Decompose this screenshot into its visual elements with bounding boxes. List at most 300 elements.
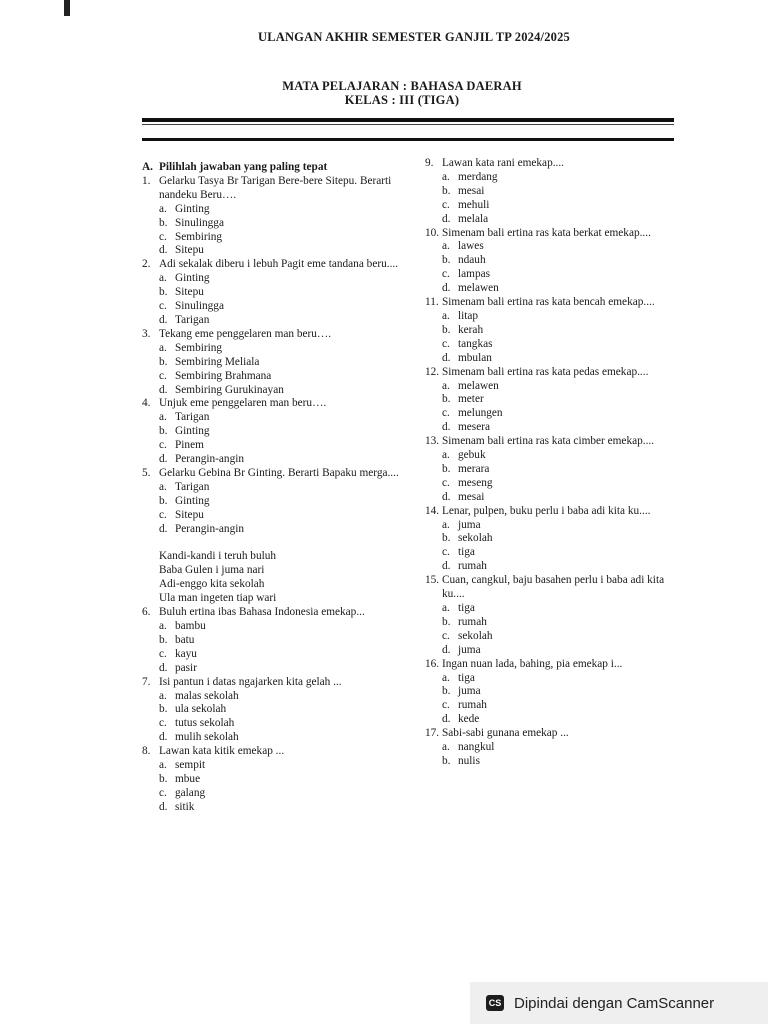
option-text: litap xyxy=(458,309,479,322)
question-number: 15. xyxy=(425,574,440,587)
option xyxy=(159,384,404,398)
question-stem xyxy=(142,676,404,690)
options-list xyxy=(425,240,687,296)
option xyxy=(442,616,687,630)
option-text: Perangin-angin xyxy=(175,522,245,535)
options-list xyxy=(142,342,404,398)
option-text: mesera xyxy=(458,421,490,434)
option-letter: b. xyxy=(442,184,451,197)
pantun-line: Adi-enggo kita sekolah xyxy=(159,578,265,591)
option-letter: c. xyxy=(442,198,450,211)
options-list xyxy=(142,203,404,259)
option-letter: d. xyxy=(159,453,168,466)
question-stem xyxy=(425,157,687,171)
option xyxy=(159,620,404,634)
option-text: malas sekolah xyxy=(175,689,239,702)
option xyxy=(159,356,404,370)
option-text: juma xyxy=(458,518,481,531)
option-letter: b. xyxy=(159,425,168,438)
option-text: Sembiring xyxy=(175,230,223,243)
option-letter: b. xyxy=(159,703,168,716)
option-letter: c. xyxy=(159,230,167,243)
option-text: galang xyxy=(175,786,206,799)
option xyxy=(442,741,687,755)
question xyxy=(142,676,404,746)
question-text: Unjuk eme penggelaren man beru…. xyxy=(159,397,327,410)
option xyxy=(442,546,687,560)
option-letter: a. xyxy=(442,309,450,322)
option-letter: d. xyxy=(159,383,168,396)
subject-title: MATA PELAJARAN : BAHASA DAERAH xyxy=(282,79,522,93)
exam-title: ULANGAN AKHIR SEMESTER GANJIL TP 2024/2025 xyxy=(257,30,571,44)
option-letter: a. xyxy=(442,240,450,253)
option xyxy=(159,411,404,425)
question-number: 5. xyxy=(142,466,151,479)
options-list xyxy=(425,602,687,658)
question xyxy=(142,328,404,398)
question-stem xyxy=(425,658,687,672)
option xyxy=(159,509,404,523)
option xyxy=(442,393,687,407)
question xyxy=(425,296,687,366)
option-text: melawen xyxy=(458,282,499,295)
option-letter: c. xyxy=(442,476,450,489)
option-text: batu xyxy=(175,633,195,646)
option xyxy=(442,310,687,324)
option-letter: b. xyxy=(442,254,451,267)
option-letter: d. xyxy=(159,800,168,813)
option-text: Sitepu xyxy=(175,244,204,257)
option xyxy=(442,672,687,686)
option-letter: b. xyxy=(159,494,168,507)
option-text: ula sekolah xyxy=(175,703,227,716)
option-letter: c. xyxy=(442,629,450,642)
option-text: bambu xyxy=(175,620,206,632)
question-number: 8. xyxy=(142,745,151,758)
question-stem xyxy=(142,397,404,411)
option-text: lampas xyxy=(458,268,490,281)
option-text: pasir xyxy=(175,661,197,674)
option-letter: a. xyxy=(442,170,450,183)
question-text: Simenam bali ertina ras kata pedas emekap.... xyxy=(442,365,649,378)
option xyxy=(159,662,404,676)
option-letter: a. xyxy=(442,449,450,462)
option-text: lawes xyxy=(458,240,484,253)
option xyxy=(442,491,687,505)
question-stem xyxy=(425,727,687,741)
question xyxy=(142,606,404,676)
option-text: sempit xyxy=(175,759,206,772)
question-list-right xyxy=(425,157,687,769)
option-letter: c. xyxy=(159,508,167,521)
option-text: ndauh xyxy=(458,254,486,267)
option xyxy=(442,685,687,699)
question-text: Lawan kata rani emekap.... xyxy=(442,157,565,169)
question-stem xyxy=(142,606,404,620)
question-number: 13. xyxy=(425,435,440,448)
option xyxy=(159,801,404,815)
option xyxy=(442,602,687,616)
options-list xyxy=(142,690,404,746)
camscanner-watermark xyxy=(470,982,768,1024)
watermark-text: Dipindai dengan CamScanner xyxy=(514,994,715,1012)
option-text: tiga xyxy=(458,671,475,684)
option-text: Sitepu xyxy=(175,286,204,299)
option-text: gebuk xyxy=(458,449,486,462)
question-number: 17. xyxy=(425,727,440,740)
option-letter: b. xyxy=(442,462,451,475)
question-text: Cuan, cangkul, baju basahen perlu i baba adi kita ku.... xyxy=(442,574,665,601)
option-letter: b. xyxy=(159,355,168,368)
option-letter: a. xyxy=(159,620,167,632)
option-text: melungen xyxy=(458,407,503,420)
option-text: kerah xyxy=(458,323,484,336)
option xyxy=(442,254,687,268)
option xyxy=(442,755,687,769)
option xyxy=(442,171,687,185)
option-letter: b. xyxy=(159,772,168,785)
option xyxy=(159,787,404,801)
option-letter: d. xyxy=(442,643,451,656)
option-letter: c. xyxy=(442,268,450,281)
option-letter: a. xyxy=(442,518,450,531)
question xyxy=(425,727,687,769)
question-number: 14. xyxy=(425,504,440,517)
question-stem xyxy=(142,745,404,759)
option-letter: c. xyxy=(159,647,167,660)
option xyxy=(442,644,687,658)
option-letter: d. xyxy=(442,282,451,295)
option xyxy=(159,300,404,314)
options-list xyxy=(425,741,687,769)
option xyxy=(442,449,687,463)
option xyxy=(442,630,687,644)
option-text: Sembiring Meliala xyxy=(175,355,260,368)
question xyxy=(425,157,687,227)
option-text: kede xyxy=(458,713,480,726)
question-text: Simenam bali ertina ras kata cimber emekap.... xyxy=(442,435,655,448)
option-text: rumah xyxy=(458,615,487,628)
option-text: sekolah xyxy=(458,532,493,545)
option-text: juma xyxy=(458,685,481,698)
option xyxy=(442,268,687,282)
option-letter: b. xyxy=(442,754,451,767)
options-list xyxy=(142,272,404,328)
option xyxy=(159,703,404,717)
option-text: Sembiring Gurukinayan xyxy=(175,383,284,396)
question-number: 4. xyxy=(142,397,151,410)
option xyxy=(159,773,404,787)
option-letter: d. xyxy=(442,560,451,573)
left-column xyxy=(142,161,404,815)
option-text: Tarigan xyxy=(175,411,210,424)
option xyxy=(442,185,687,199)
options-list xyxy=(142,411,404,467)
question xyxy=(425,505,687,575)
pantun xyxy=(142,550,404,606)
question-text: Buluh ertina ibas Bahasa Indonesia emekap... xyxy=(159,606,365,619)
option xyxy=(442,282,687,296)
option-letter: d. xyxy=(442,351,451,364)
option-letter: c. xyxy=(442,337,450,350)
header-rule-bottom xyxy=(142,138,674,141)
option-text: mesai xyxy=(458,490,485,503)
options-list xyxy=(425,449,687,505)
option-letter: b. xyxy=(159,286,168,299)
option-letter: a. xyxy=(442,671,450,684)
option-text: Sinulingga xyxy=(175,300,224,313)
question-number: 9. xyxy=(425,157,434,169)
question-stem xyxy=(425,574,687,602)
question-stem xyxy=(142,175,404,203)
option-text: nangkul xyxy=(458,741,495,754)
option-letter: b. xyxy=(442,393,451,406)
question xyxy=(142,745,404,815)
option xyxy=(159,731,404,745)
option-text: Tarigan xyxy=(175,480,210,493)
question-stem xyxy=(142,467,404,481)
options-list xyxy=(142,481,404,537)
option-text: mesai xyxy=(458,184,485,197)
option-letter: b. xyxy=(159,633,168,646)
question-stem xyxy=(425,435,687,449)
option-letter: a. xyxy=(159,689,167,702)
pantun-line: Baba Gulen i juma nari xyxy=(159,564,265,577)
option xyxy=(159,370,404,384)
option xyxy=(159,231,404,245)
option-letter: b. xyxy=(442,323,451,336)
option-letter: a. xyxy=(159,341,167,354)
option-text: Tarigan xyxy=(175,313,210,326)
options-list xyxy=(142,759,404,815)
option xyxy=(442,463,687,477)
grade-title: KELAS : III (TIGA) xyxy=(344,93,460,107)
option-letter: a. xyxy=(159,411,167,424)
options-list xyxy=(425,672,687,728)
question-number: 11. xyxy=(425,296,439,309)
option-letter: c. xyxy=(159,439,167,452)
option-text: meter xyxy=(458,393,484,406)
option xyxy=(159,634,404,648)
question-number: 2. xyxy=(142,258,151,271)
option-text: Sembiring Brahmana xyxy=(175,369,272,382)
option xyxy=(442,421,687,435)
option-text: merdang xyxy=(458,170,498,183)
option xyxy=(159,648,404,662)
option-letter: c. xyxy=(159,369,167,382)
option-letter: d. xyxy=(159,661,168,674)
option-letter: a. xyxy=(442,602,450,614)
option-letter: c. xyxy=(442,407,450,420)
option-text: mbulan xyxy=(458,351,492,364)
option xyxy=(159,717,404,731)
option-letter: d. xyxy=(159,731,168,744)
question xyxy=(425,227,687,297)
option-letter: c. xyxy=(159,786,167,799)
option-letter: a. xyxy=(442,741,450,754)
option xyxy=(159,425,404,439)
question-text: Lawan kata kitik emekap ... xyxy=(159,745,285,758)
option xyxy=(442,699,687,713)
options-list xyxy=(425,171,687,227)
option xyxy=(442,477,687,491)
option xyxy=(159,217,404,231)
option-text: Ginting xyxy=(175,425,210,438)
option-text: Ginting xyxy=(175,494,210,507)
option xyxy=(442,560,687,574)
option xyxy=(442,713,687,727)
option xyxy=(442,352,687,366)
option-text: merara xyxy=(458,462,490,475)
option-text: tiga xyxy=(458,546,475,559)
option-text: sekolah xyxy=(458,629,493,642)
option xyxy=(442,407,687,421)
question xyxy=(142,258,404,328)
option xyxy=(442,199,687,213)
option xyxy=(159,244,404,258)
option xyxy=(159,286,404,300)
option-text: mulih sekolah xyxy=(175,731,239,744)
question-text: Gelarku Gebina Br Ginting. Berarti Bapaku merga.... xyxy=(159,466,399,479)
option-text: tiga xyxy=(458,602,475,614)
option xyxy=(159,439,404,453)
option-text: nulis xyxy=(458,754,480,767)
right-column xyxy=(425,157,687,769)
option-text: Perangin-angin xyxy=(175,453,245,466)
option xyxy=(442,338,687,352)
option-letter: b. xyxy=(442,615,451,628)
option xyxy=(159,272,404,286)
question xyxy=(425,366,687,436)
options-list xyxy=(425,310,687,366)
option xyxy=(442,240,687,254)
question-number: 7. xyxy=(142,675,151,688)
option-text: tangkas xyxy=(458,337,493,350)
question-number: 3. xyxy=(142,327,151,340)
question-stem xyxy=(425,505,687,519)
option xyxy=(442,324,687,338)
question-number: 10. xyxy=(425,226,440,239)
option-text: rumah xyxy=(458,560,487,573)
camscanner-logo-icon: CS xyxy=(486,995,504,1011)
option xyxy=(442,213,687,227)
question-stem xyxy=(425,296,687,310)
option-letter: b. xyxy=(442,532,451,545)
option-text: sitik xyxy=(175,800,195,813)
option-letter: a. xyxy=(159,202,167,215)
option xyxy=(159,690,404,704)
question-number: 16. xyxy=(425,657,440,670)
question-text: Tekang eme penggelaren man beru…. xyxy=(159,327,332,340)
option-text: Sitepu xyxy=(175,508,204,521)
section-heading: A. Pilihlah jawaban yang paling tepat xyxy=(142,161,328,173)
question-text: Lenar, pulpen, buku perlu i baba adi kita ku.... xyxy=(442,504,651,517)
option-letter: d. xyxy=(442,421,451,434)
option-text: Sembiring xyxy=(175,341,223,354)
option xyxy=(442,380,687,394)
options-list xyxy=(142,620,404,676)
question-stem xyxy=(425,227,687,241)
option xyxy=(159,314,404,328)
option-letter: d. xyxy=(159,313,168,326)
option-letter: d. xyxy=(159,244,168,257)
option-text: juma xyxy=(458,643,481,656)
question-number: 6. xyxy=(142,606,151,619)
question-text: Simenam bali ertina ras kata bencah emekap.... xyxy=(442,296,655,309)
option-letter: d. xyxy=(442,713,451,726)
option-letter: c. xyxy=(159,300,167,313)
option-text: rumah xyxy=(458,699,487,712)
option-letter: d. xyxy=(442,212,451,225)
header-rule-thin xyxy=(142,124,674,125)
option-text: mbue xyxy=(175,772,201,785)
question xyxy=(425,658,687,728)
question xyxy=(142,175,404,258)
option-letter: c. xyxy=(442,546,450,559)
option-text: tutus sekolah xyxy=(175,717,235,730)
option-letter: c. xyxy=(159,717,167,730)
option-letter: a. xyxy=(159,272,167,285)
option-letter: a. xyxy=(442,379,450,392)
options-list xyxy=(425,380,687,436)
option-text: Ginting xyxy=(175,272,210,285)
option xyxy=(159,523,404,537)
option-letter: d. xyxy=(442,490,451,503)
question-text: Adi sekalak diberu i lebuh Pagit eme tandana beru.... xyxy=(159,258,399,271)
question-text: Simenam bali ertina ras kata berkat emekap.... xyxy=(442,226,651,239)
option-text: Ginting xyxy=(175,202,210,215)
question-stem xyxy=(142,328,404,342)
option-text: melawen xyxy=(458,379,499,392)
question xyxy=(425,574,687,657)
option xyxy=(159,495,404,509)
question-stem xyxy=(425,366,687,380)
question-number: 12. xyxy=(425,365,440,378)
question-number: 1. xyxy=(142,174,151,187)
option-text: Sinulingga xyxy=(175,216,224,229)
question-text: Sabi-sabi gunana emekap ... xyxy=(442,727,569,740)
question xyxy=(425,435,687,505)
option xyxy=(159,481,404,495)
question-text: Isi pantun i datas ngajarken kita gelah ... xyxy=(159,675,342,688)
option-letter: a. xyxy=(159,480,167,493)
options-list xyxy=(425,519,687,575)
option xyxy=(159,203,404,217)
option-letter: b. xyxy=(159,216,168,229)
question-text: Gelarku Tasya Br Tarigan Bere-bere Sitepu. Berarti nandeku Beru…. xyxy=(159,174,392,201)
option-text: mehuli xyxy=(458,198,490,211)
option xyxy=(442,532,687,546)
question-stem xyxy=(142,258,404,272)
pantun-line: Kandi-kandi i teruh buluh xyxy=(159,550,277,563)
option-text: Pinem xyxy=(175,439,204,452)
question-text: Ingan nuan lada, bahing, pia emekap i... xyxy=(442,657,623,670)
option xyxy=(159,453,404,467)
option-text: melala xyxy=(458,212,489,225)
question xyxy=(142,467,404,537)
question xyxy=(142,397,404,467)
option-letter: a. xyxy=(159,759,167,772)
header-rule-thick xyxy=(142,118,674,122)
question-list-left xyxy=(142,175,404,537)
option xyxy=(442,519,687,533)
option xyxy=(159,342,404,356)
scan-corner-mark xyxy=(64,0,70,16)
option-letter: c. xyxy=(442,699,450,712)
pantun-line: Ula man ingeten tiap wari xyxy=(159,592,277,605)
option-text: kayu xyxy=(175,647,197,660)
option-text: meseng xyxy=(458,476,493,489)
